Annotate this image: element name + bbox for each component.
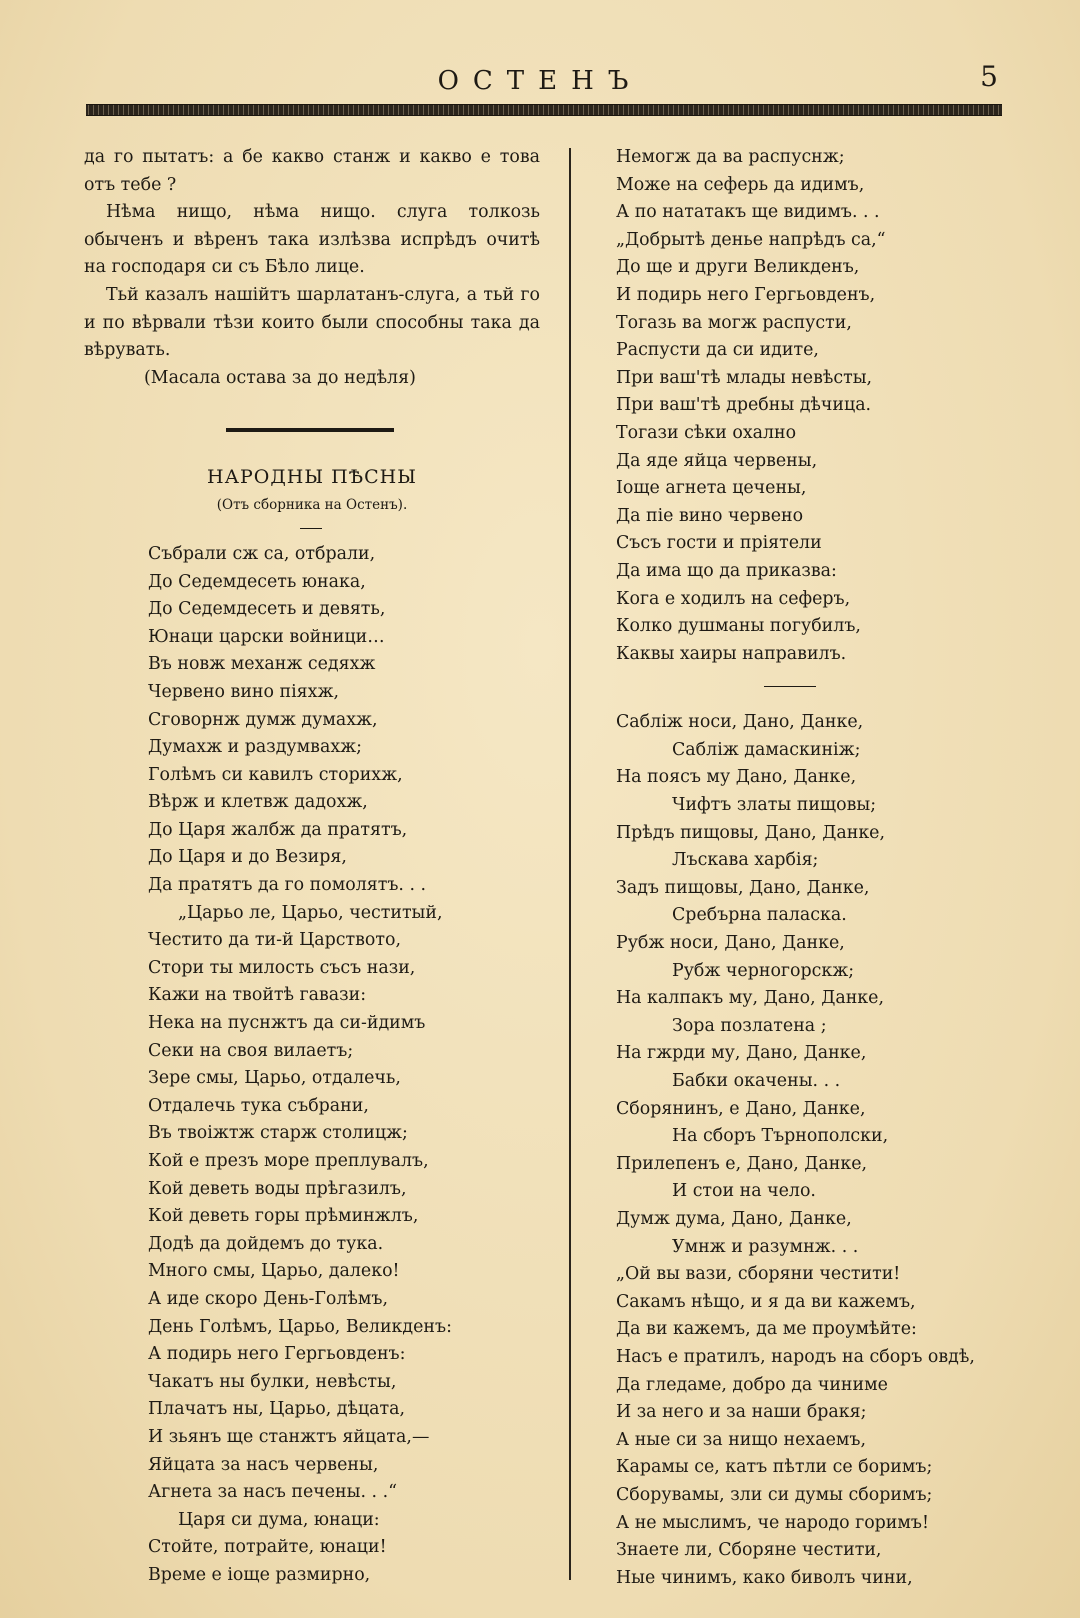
- continuation-note: (Масала остава за до недѣля): [144, 367, 416, 388]
- header-rule: [86, 104, 1002, 116]
- verse-line: До Царя жалбж да пратятъ,: [148, 819, 408, 840]
- verse-line: Да пратятъ да го помолятъ. . .: [148, 875, 427, 896]
- verse-line: На сборъ Търнополски,: [672, 1126, 889, 1147]
- verse-line: И за него и за наши бракя;: [616, 1402, 867, 1423]
- verse-line: Сабліж дамаскиніж;: [672, 739, 861, 760]
- column-divider: [569, 148, 571, 1580]
- verse-line: Да има що да приказва:: [616, 560, 837, 581]
- verse-line: Тогази сѣки охално: [616, 422, 797, 443]
- verse-line: Да яде яйца червены,: [616, 450, 818, 471]
- verse-line: И зьянъ ще станжтъ яйцата,—: [148, 1426, 430, 1447]
- verse-line: Колко душманы погубилъ,: [616, 616, 861, 637]
- verse-line: И подирь него Гергьовденъ,: [616, 284, 876, 305]
- left-column: [84, 144, 540, 1590]
- right-column: [612, 144, 1042, 1592]
- verse-line: Да ви кажемъ, да ме проумѣйте:: [616, 1319, 917, 1340]
- verse-line: Честито да ти-й Царството,: [148, 930, 402, 951]
- prose-paragraph: да го пытатъ: а бе какво станж и какво е това отъ тебе ?: [84, 147, 540, 195]
- section-separator: [226, 428, 394, 432]
- verse-line: Стори ты милость съсъ нази,: [148, 957, 416, 978]
- masthead-title: ОСТЕНЪ: [437, 66, 643, 96]
- poem-verse: [84, 541, 540, 1590]
- verse-line: Рубж черногорскж;: [672, 960, 855, 981]
- verse-line: „Ой вы вази, сборяни честити!: [616, 1264, 901, 1285]
- verse-line: Може на сеферь да идимъ,: [616, 174, 865, 195]
- verse-line: А ные си за нищо нехаемъ,: [616, 1429, 867, 1450]
- verse-line: Сговорнж думж думахж,: [148, 709, 378, 730]
- verse-line: Умнж и разумнж. . .: [672, 1236, 859, 1257]
- verse-line: Зора позлатена ;: [672, 1015, 827, 1036]
- verse-line: При ваш'тѣ млады невѣсты,: [616, 367, 873, 388]
- verse-line: Да піе вино червено: [616, 505, 804, 526]
- verse-line: Знаете ли, Сборяне честити,: [616, 1540, 882, 1561]
- section-subtitle: (Отъ сборника на Остенъ).: [216, 496, 408, 513]
- verse-line: Яйцата за насъ червены,: [148, 1454, 379, 1475]
- verse-line: Рубж носи, Дано, Данке,: [616, 933, 845, 954]
- verse-line: До Царя и до Везиря,: [148, 847, 347, 868]
- verse-line: Царя си дума, юнаци:: [178, 1509, 380, 1530]
- verse-line: До Седемдесеть юнака,: [148, 571, 366, 592]
- verse-line: Задъ пищовы, Дано, Данке,: [616, 877, 870, 898]
- verse-line: Много смы, Царьо, далеко!: [148, 1261, 400, 1282]
- verse-line: Кой деветь воды прѣгазилъ,: [148, 1178, 407, 1199]
- verse-line: Сборянинъ, е Дано, Данке,: [616, 1098, 866, 1119]
- verse-line: При ваш'тѣ дребны дѣчица.: [616, 395, 872, 416]
- verse-line: Сребърна паласка.: [672, 905, 847, 926]
- verse-line: Думахж и раздумвахж;: [148, 737, 362, 758]
- verse-line: Съсъ гости и пріятели: [616, 533, 822, 554]
- verse-line: Червено вино піяхж,: [148, 681, 339, 702]
- verse-line: Стойте, потрайте, юнаци!: [148, 1537, 387, 1558]
- verse-line: Вѣрж и клетвж дадохж,: [148, 792, 368, 813]
- verse-line: Чакатъ ны булки, невѣсты,: [148, 1371, 397, 1392]
- verse-line: До ще и други Великденъ,: [616, 257, 860, 278]
- verse-line: Думж дума, Дано, Данке,: [616, 1208, 852, 1229]
- verse-line: Отдалечь тука събрани,: [148, 1095, 369, 1116]
- verse-line: Плачатъ ны, Царьо, дѣцата,: [148, 1399, 406, 1420]
- verse-line: Секи на своя вилаетъ;: [148, 1040, 354, 1061]
- verse-line: Зере смы, Царьо, отдалечь,: [148, 1068, 401, 1089]
- verse-line: Сборувамы, зли си думы сборимъ;: [616, 1484, 933, 1505]
- verse-line: Събрали сж са, отбрали,: [148, 543, 376, 564]
- verse-line: Юнаци царски войници…: [148, 626, 385, 647]
- verse-line: Додѣ да дойдемъ до тука.: [148, 1233, 384, 1254]
- verse-line: „Добрытѣ деньe напрѣдъ са,“: [616, 229, 886, 250]
- verse-line: Бабки окачены. . .: [672, 1071, 841, 1091]
- verse-line: До Седемдесеть и девять,: [148, 599, 386, 620]
- verse-line: Кажи на твойтѣ гавази:: [148, 985, 367, 1006]
- verse-line: Тогазь ва могж распусти,: [616, 312, 852, 333]
- verse-line: А по нататакъ ще видимъ. . .: [616, 202, 880, 223]
- verse-line: Лъскава харбія;: [672, 850, 819, 871]
- verse-line: А иде скоро День-Голѣмъ,: [148, 1288, 389, 1309]
- verse-line: День Голѣмъ, Царьо, Великденъ:: [148, 1316, 452, 1337]
- verse-line: Сакамъ нѣщо, и я да ви кажемъ,: [616, 1291, 916, 1312]
- verse-line: Іоще агнета цечены,: [616, 478, 807, 499]
- verse-line: Кой е презъ море преплувалъ,: [148, 1151, 429, 1171]
- verse-line: А подирь него Гергьовденъ:: [148, 1344, 406, 1365]
- verse-line: И стои на чело.: [672, 1181, 816, 1202]
- poem-verse: [612, 144, 1042, 668]
- verse-line: Насъ е пратилъ, народъ на сборъ овдѣ,: [616, 1346, 975, 1367]
- verse-line: А не мыслимъ, че народо горимъ!: [616, 1512, 929, 1533]
- short-dash: [300, 528, 322, 529]
- prose-paragraph: Тьй казалъ нашійтъ шарлатанъ-слуга, а тьй го и по вѣрвали тѣзи които были способны така да вѣрувать.: [84, 284, 540, 361]
- verse-line: Кога е ходилъ на сеферъ,: [616, 588, 851, 609]
- verse-line: Карамы се, катъ пѣтли се боримъ;: [616, 1457, 933, 1478]
- verse-line: Ные чинимъ, како биволъ чини,: [616, 1567, 913, 1588]
- verse-line: Немогж да ва распуснж;: [616, 147, 845, 167]
- verse-line: Кой деветь горы прѣминжлъ,: [148, 1206, 419, 1227]
- verse-line: На калпакъ му, Дано, Данке,: [616, 988, 884, 1009]
- prose-paragraph: Нѣма нищо, нѣма нищо. слуга толкозь обыченъ и вѣренъ така излѣзва испрѣдъ очитѣ на господаря си съ Бѣло лице.: [84, 202, 540, 278]
- page-number: 5: [980, 60, 998, 93]
- verse-line: Голѣмъ си кавилъ сторихж,: [148, 764, 403, 785]
- verse-line: Време е іоще размирно,: [148, 1564, 371, 1585]
- verse-line: Да гледаме, добро да чиниме: [616, 1374, 888, 1395]
- verse-line: Нека на пуснжтъ да си-йдимъ: [148, 1013, 426, 1034]
- verse-line: На гжрди му, Дано, Данке,: [616, 1043, 867, 1064]
- verse-line: Чифтъ златы пищовы;: [672, 795, 877, 816]
- verse-line: „Царьо ле, Царьо, честитый,: [178, 902, 443, 923]
- poem-separator: [764, 686, 816, 687]
- verse-line: Въ твоіжтж старж столицж;: [148, 1123, 408, 1144]
- verse-line: На поясъ му Дано, Данке,: [616, 767, 857, 788]
- section-title: НАРОДНЫ ПѢСНЫ: [207, 466, 417, 489]
- verse-line: Въ новж механж седяхж: [148, 654, 376, 675]
- verse-line: Прилепенъ е, Дано, Данке,: [616, 1153, 868, 1174]
- verse-line: Каквы хаиры направилъ.: [616, 643, 847, 664]
- verse-line: Сабліж носи, Дано, Данке,: [616, 712, 864, 733]
- verse-line: Агнета за насъ печены. . .“: [148, 1482, 397, 1503]
- poem-verse: [612, 709, 1042, 1592]
- verse-line: Распусти да си идите,: [616, 340, 819, 361]
- verse-line: Прѣдъ пищовы, Дано, Данке,: [616, 822, 886, 843]
